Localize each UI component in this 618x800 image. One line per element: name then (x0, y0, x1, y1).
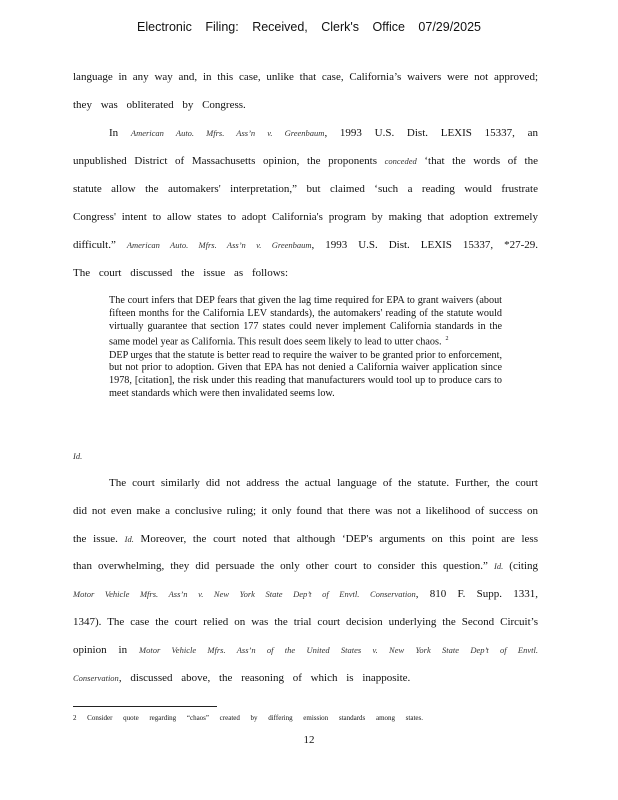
quote-paragraph: DEP urges that the statute is better read to require the waiver to be granted prior to enforcement, but not prior to adoption. Given that EPA has not denied a California waiver application since 1978, [citation], the risk under this reading that manufacturers would tool up to produce cars to meet standards which were then invalidated seems low. (109, 349, 502, 399)
body-line: did not even make a conclusive ruling; it only found that there was not a likelihood of success on (73, 505, 538, 517)
body-line: Congress' intent to allow states to adopt California's program by making that adoption extremely (73, 211, 538, 223)
body-line: difficult.” American Auto. Mfrs. Ass’n v. Greenbaum, 1993 U.S. Dist. LEXIS 15337, *27-29. (73, 239, 538, 251)
footnote-reference: 2 (445, 336, 449, 343)
case-citation: Motor Vehicle Mfrs. Ass’n of the United States v. New York State Dep’t of Envtl. (139, 645, 538, 655)
body-line: opinion in Motor Vehicle Mfrs. Ass’n of the United States v. New York State Dep’t of Envtl. (73, 644, 538, 656)
footnote-divider (73, 706, 217, 707)
body-line: than overwhelming, they did persuade the only other court to consider this question.” Id. (citing (73, 560, 538, 572)
case-citation: Conservation (73, 673, 119, 683)
quote-paragraph: The court infers that DEP fears that given the lag time required for EPA to grant waivers (about fifteen months for the California LEV standards), the automakers' reading of the statute would virtually guarantee that section 177 states could never implement California standards in the same model year as California. This result does seem likely to lead to utter chaos. $^2$ (109, 295, 502, 348)
emphasis: conceded (384, 156, 417, 166)
id-citation: Id. (494, 561, 504, 571)
body-line: the issue. Id. Moreover, the court noted that although ‘DEP's arguments on this point are less (73, 533, 538, 545)
case-citation: Motor Vehicle Mfrs. Ass’n v. New York State Dep’t of Envtl. Conservation (73, 589, 416, 599)
body-line: The court similarly did not address the actual language of the statute. Further, the court (109, 477, 538, 489)
page-number: 12 (303, 734, 315, 746)
body-line: 1347). The case the court relied on was the trial court decision underlying the Second Circuit’s (73, 616, 538, 628)
case-citation: American Auto. Mfrs. Ass’n v. Greenbaum (126, 240, 312, 250)
footnote: 2 Consider quote regarding “chaos” created by differing emission standards among states. (73, 714, 423, 722)
body-line: Motor Vehicle Mfrs. Ass’n v. New York State Dep’t of Envtl. Conservation, 810 F. Supp. 1331, (73, 588, 538, 600)
body-line: they was obliterated by Congress. (73, 99, 246, 111)
body-line: statute allow the automakers' interpretation,” but claimed ‘such a reading would frustrate (73, 183, 538, 195)
body-line: unpublished District of Massachusetts opinion, the proponents conceded ‘that the words of the (73, 155, 538, 167)
id-citation: Id. (124, 534, 134, 544)
body-line: language in any way and, in this case, unlike that case, California’s waivers were not approved; (73, 71, 538, 83)
body-line: In American Auto. Mfrs. Ass’n v. Greenbaum, 1993 U.S. Dist. LEXIS 15337, an (109, 127, 538, 139)
id-citation: Id. (73, 451, 83, 461)
filing-header: Electronic Filing: Received, Clerk's Office 07/29/2025 (137, 20, 481, 34)
body-line: The court discussed the issue as follows: (73, 267, 289, 279)
body-line: Conservation, discussed above, the reasoning of which is inapposite. (73, 672, 411, 684)
case-citation: American Auto. Mfrs. Ass’n v. Greenbaum (130, 128, 325, 138)
block-quote (109, 295, 502, 401)
